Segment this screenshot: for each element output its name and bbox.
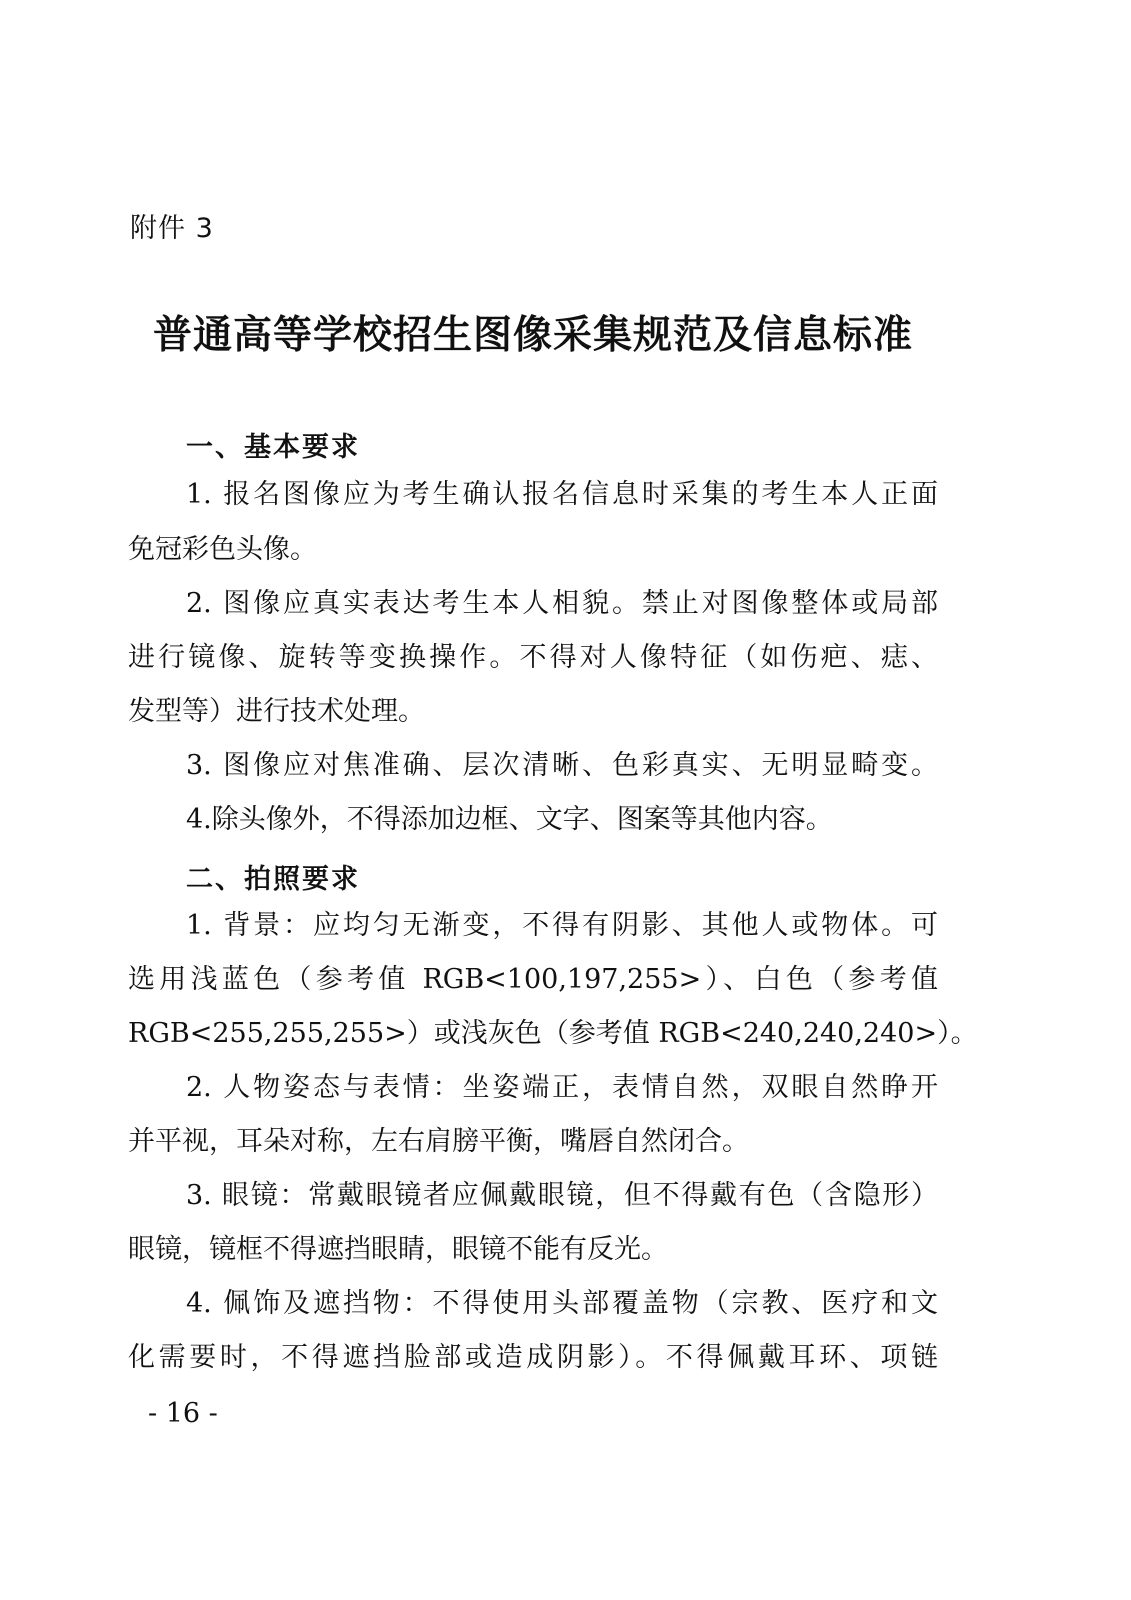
paragraph-line: 化需要时，不得遮挡脸部或造成阴影）。不得佩戴耳环、项链 (128, 1342, 938, 1373)
section-heading-basic-requirements: 一、基本要求 (186, 432, 360, 463)
page-number: - 16 - (148, 1398, 218, 1429)
paragraph-line: 1. 背景：应均匀无渐变，不得有阴影、其他人或物体。可 (186, 910, 938, 941)
paragraph-line: 1. 报名图像应为考生确认报名信息时采集的考生本人正面 (186, 479, 938, 510)
paragraph-line: RGB<255,255,255>）或浅灰色（参考值 RGB<240,240,240>）。 (128, 1018, 978, 1049)
paragraph-line: 4. 佩饰及遮挡物：不得使用头部覆盖物（宗教、医疗和文 (186, 1288, 938, 1319)
paragraph-line: 选用浅蓝色（参考值 RGB<100,197,255>）、白色（参考值 (128, 964, 938, 995)
paragraph-line: 3. 图像应对焦准确、层次清晰、色彩真实、无明显畸变。 (186, 750, 938, 781)
paragraph-line: 2. 图像应真实表达考生本人相貌。禁止对图像整体或局部 (186, 588, 938, 619)
paragraph-line: 进行镜像、旋转等变换操作。不得对人像特征（如伤疤、痣、 (128, 642, 938, 673)
paragraph-line: 眼镜，镜框不得遮挡眼睛，眼镜不能有反光。 (128, 1234, 668, 1265)
paragraph-line: 3. 眼镜：常戴眼镜者应佩戴眼镜，但不得戴有色（含隐形） (186, 1180, 938, 1211)
paragraph-line: 2. 人物姿态与表情：坐姿端正，表情自然，双眼自然睁开 (186, 1072, 938, 1103)
section-heading-photo-requirements: 二、拍照要求 (186, 864, 360, 895)
attachment-label: 附件 3 (130, 213, 214, 244)
paragraph-line: 发型等）进行技术处理。 (128, 696, 425, 727)
paragraph-line: 免冠彩色头像。 (128, 534, 317, 565)
document-title: 普通高等学校招生图像采集规范及信息标准 (152, 312, 913, 358)
paragraph-line: 并平视，耳朵对称，左右肩膀平衡，嘴唇自然闭合。 (128, 1126, 749, 1157)
paragraph-line: 4.除头像外，不得添加边框、文字、图案等其他内容。 (186, 804, 833, 835)
